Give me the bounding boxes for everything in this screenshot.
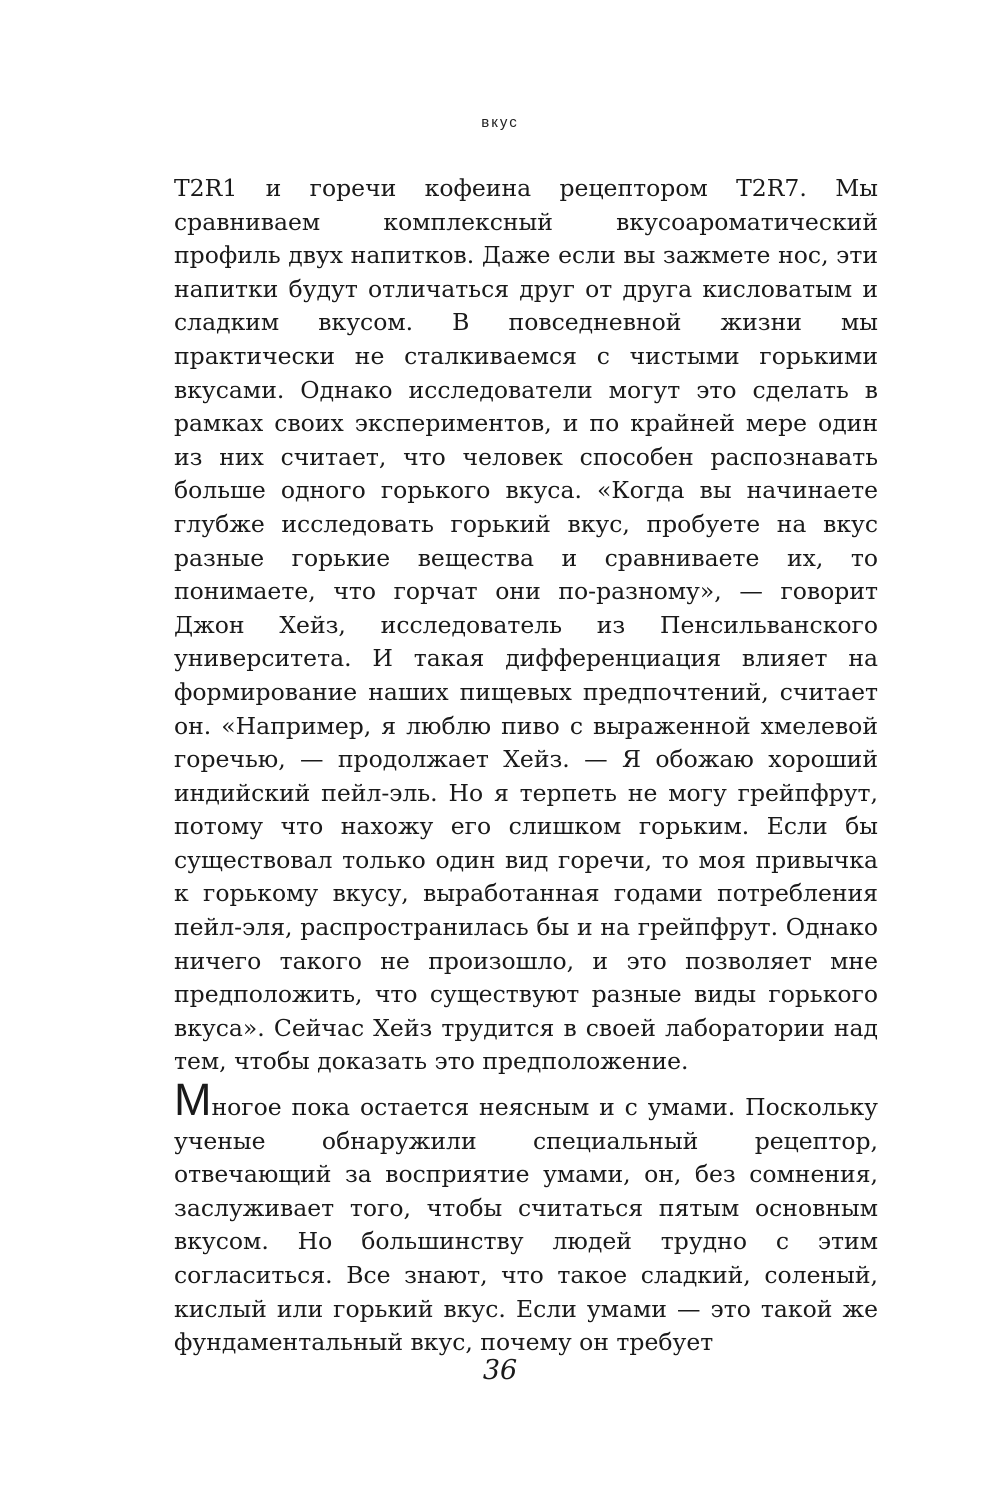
- paragraph-1-text: T2R1 и горечи кофеина рецептором T2R7. Мы сравниваем комплексный вкусоароматический профиль двух напитков. Даже если вы зажмете нос, эти напитки будут отличаться друг от друга кисловатым и сладким вкусом. В повседневной жизни мы практически не сталкиваемся с чистыми горькими вкусами. Однако исследователи могут это сделать в рамках своих экспериментов, и по крайней мере один из них считает, что человек способен распознавать больше одного горького вкуса. «Когда вы начинаете глубже исследовать горький вкус, пробуете на вкус разные горькие вещества и сравниваете их, то понимаете, что горчат они по-разному», — говорит Джон Хейз, исследователь из Пенсильванского университета. И такая дифференциация влияет на формирование наших пищевых предпочтений, считает он. «Например, я люблю пиво с выраженной хмелевой горечью, — продолжает Хейз. — Я обожаю хороший индийский пейл-эль. Но я терпеть не могу грейпфрут, потому что нахожу его слишком горьким. Если бы существовал только один вид горечи, то моя привычка к горькому вкусу, выработанная годами потребления пейл-эля, распространилась бы и на грейпфрут. Однако ничего такого не произошло, и это позволяет мне предположить, что существуют разные виды горького вкуса». Сейчас Хейз трудится в своей лаборатории над тем, чтобы доказать это предположение.: [174, 174, 878, 1076]
- paragraph-2-text: ногое пока остается неясным и с умами. Поскольку ученые обнаружили специальный рецептор, отвечающий за восприятие умами, он, без сомнения, заслуживает того, чтобы считаться пятым основным вкусом. Но большинству людей трудно с этим согласиться. Все знают, что такое сладкий, соленый, кислый или горький вкус. Если умами — это такой же фундаментальный вкус, почему он требует: [174, 1093, 878, 1357]
- body-paragraph-1: [174, 172, 878, 1079]
- body-paragraph-2: [174, 1074, 878, 1360]
- page-number: 36: [482, 1355, 518, 1386]
- running-head: вкус: [481, 114, 519, 131]
- drop-cap: М: [174, 1074, 212, 1125]
